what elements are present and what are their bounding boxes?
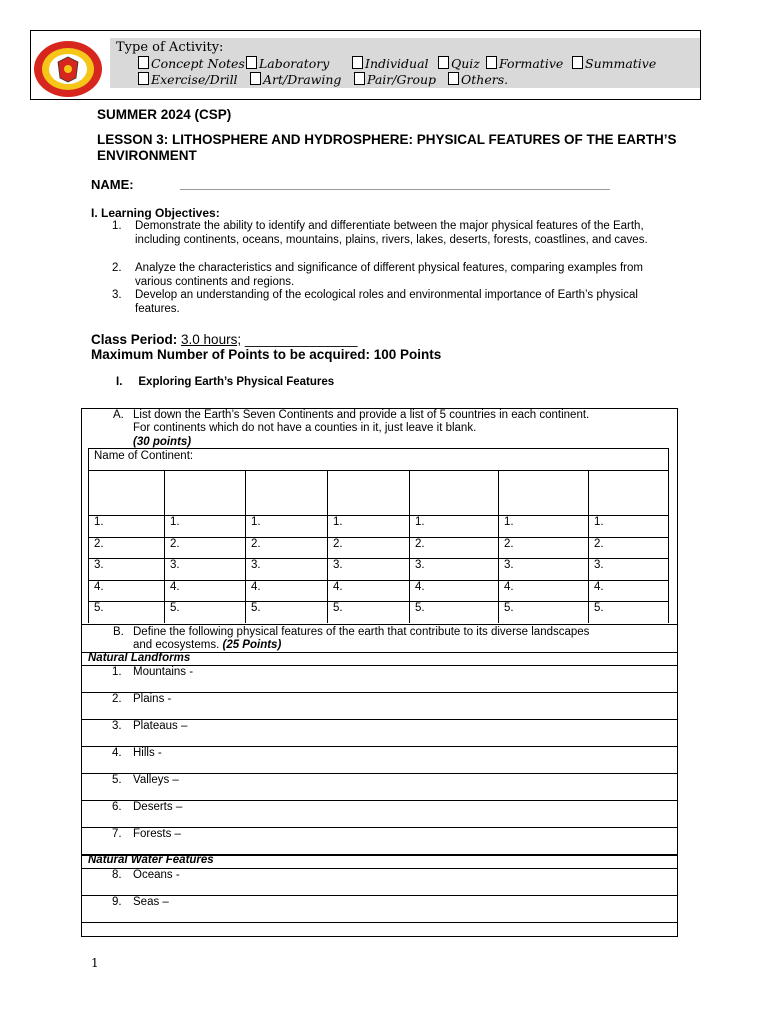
option-summative[interactable]: Summative (572, 56, 656, 71)
country-cell[interactable]: 3. (170, 559, 180, 571)
country-cell[interactable]: 1. (594, 516, 604, 528)
country-cell[interactable]: 3. (415, 559, 425, 571)
landforms-heading: Natural Landforms (88, 652, 191, 664)
option-quiz[interactable]: Quiz (438, 56, 480, 71)
country-cell[interactable]: 2. (504, 538, 514, 550)
part-b-instruction: Define the following physical features of the earth that contribute to its diverse landscapes (133, 626, 590, 638)
option-concept-notes[interactable]: Concept Notes (138, 56, 245, 71)
part-a-instruction: For continents which do not have a counties in it, just leave it blank. (133, 422, 477, 434)
feature-label: Seas – (133, 896, 169, 908)
item-number: 2. (112, 693, 122, 705)
country-cell[interactable]: 3. (333, 559, 343, 571)
checkbox[interactable] (572, 56, 583, 69)
country-cell[interactable]: 4. (594, 581, 604, 593)
objective-number: 2. (112, 262, 122, 274)
name-input-line[interactable] (180, 189, 610, 190)
option-pair-group[interactable]: Pair/Group (354, 72, 436, 87)
item-number: 3. (112, 720, 122, 732)
option-others[interactable]: Others. (448, 72, 508, 87)
country-cell[interactable]: 1. (504, 516, 514, 528)
country-cell[interactable]: 2. (170, 538, 180, 550)
part-a-letter: A. (113, 409, 124, 421)
country-cell[interactable]: 4. (504, 581, 514, 593)
option-formative[interactable]: Formative (486, 56, 563, 71)
page-number: 1 (91, 956, 99, 970)
objective-item: Analyze the characteristics and significance of different physical features, comparing examples from various continents and regions. (135, 262, 643, 288)
country-cell[interactable]: 5. (415, 602, 425, 614)
continent-header: Name of Continent: (94, 450, 194, 462)
lesson-title: LESSON 3: LITHOSPHERE AND HYDROSPHERE: PHYSICAL FEATURES OF THE EARTH’S ENVIRONMENT (97, 132, 677, 163)
item-number: 9. (112, 896, 122, 908)
water-features-heading: Natural Water Features (88, 854, 214, 866)
country-cell[interactable]: 4. (170, 581, 180, 593)
option-laboratory[interactable]: Laboratory (246, 56, 329, 71)
country-cell[interactable]: 3. (594, 559, 604, 571)
name-label: NAME: (91, 177, 134, 192)
checkbox[interactable] (354, 72, 365, 85)
country-cell[interactable]: 2. (415, 538, 425, 550)
checkbox[interactable] (352, 56, 363, 69)
term-label: SUMMER 2024 (CSP) (97, 107, 232, 122)
country-cell[interactable]: 1. (251, 516, 261, 528)
feature-label: Forests – (133, 828, 181, 840)
objective-number: 3. (112, 289, 122, 301)
checkbox[interactable] (138, 56, 149, 69)
section-heading: I. Exploring Earth’s Physical Features (116, 376, 335, 388)
item-number: 4. (112, 747, 122, 759)
feature-label: Mountains - (133, 666, 194, 678)
checkbox[interactable] (250, 72, 261, 85)
item-number: 5. (112, 774, 122, 786)
country-cell[interactable]: 1. (333, 516, 343, 528)
activity-type-label: Type of Activity: (116, 40, 224, 55)
country-cell[interactable]: 5. (504, 602, 514, 614)
country-cell[interactable]: 4. (333, 581, 343, 593)
objective-item: Develop an understanding of the ecological roles and environmental importance of Earth’s physical features. (135, 289, 638, 315)
checkbox[interactable] (138, 72, 149, 85)
part-a-instruction: List down the Earth’s Seven Continents and provide a list of 5 countries in each continent. (133, 409, 590, 421)
item-number: 8. (112, 869, 122, 881)
item-number: 1. (112, 666, 122, 678)
checkbox[interactable] (486, 56, 497, 69)
feature-label: Hills - (133, 747, 162, 759)
feature-label: Plains - (133, 693, 172, 705)
country-cell[interactable]: 5. (333, 602, 343, 614)
option-individual[interactable]: Individual (352, 56, 429, 71)
part-b-instruction: and ecosystems. (25 Points) (133, 639, 282, 651)
objective-number: 1. (112, 220, 122, 232)
country-cell[interactable]: 4. (251, 581, 261, 593)
country-cell[interactable]: 2. (94, 538, 104, 550)
country-cell[interactable]: 1. (170, 516, 180, 528)
feature-label: Oceans - (133, 869, 180, 881)
college-seal-logo (33, 40, 103, 98)
country-cell[interactable]: 1. (94, 516, 104, 528)
objective-item: Demonstrate the ability to identify and differentiate between the major physical features of the Earth, including continents, oceans, mountains, plains, rivers, lakes, deserts, forests, coastlines, and caves. (135, 220, 648, 246)
part-a-points: (30 points) (133, 436, 192, 448)
item-number: 6. (112, 801, 122, 813)
feature-label: Valleys – (133, 774, 179, 786)
country-cell[interactable]: 4. (94, 581, 104, 593)
part-b-letter: B. (113, 626, 124, 638)
country-cell[interactable]: 5. (94, 602, 104, 614)
objectives-heading: I. Learning Objectives: (91, 206, 220, 220)
country-cell[interactable]: 5. (594, 602, 604, 614)
country-cell[interactable]: 5. (170, 602, 180, 614)
country-cell[interactable]: 1. (415, 516, 425, 528)
max-points: Maximum Number of Points to be acquired: 100 Points (91, 347, 442, 362)
class-period: Class Period: 3.0 hours; _______________ (91, 332, 358, 347)
country-cell[interactable]: 3. (94, 559, 104, 571)
feature-label: Plateaus – (133, 720, 188, 732)
item-number: 7. (112, 828, 122, 840)
option-exercise-drill[interactable]: Exercise/Drill (138, 72, 238, 87)
country-cell[interactable]: 2. (333, 538, 343, 550)
country-cell[interactable]: 2. (594, 538, 604, 550)
country-cell[interactable]: 4. (415, 581, 425, 593)
country-cell[interactable]: 3. (251, 559, 261, 571)
country-cell[interactable]: 3. (504, 559, 514, 571)
country-cell[interactable]: 2. (251, 538, 261, 550)
checkbox[interactable] (438, 56, 449, 69)
checkbox[interactable] (246, 56, 257, 69)
checkbox[interactable] (448, 72, 459, 85)
country-cell[interactable]: 5. (251, 602, 261, 614)
activity-type-panel (110, 38, 700, 88)
feature-label: Deserts – (133, 801, 183, 813)
option-art-drawing[interactable]: Art/Drawing (250, 72, 341, 87)
